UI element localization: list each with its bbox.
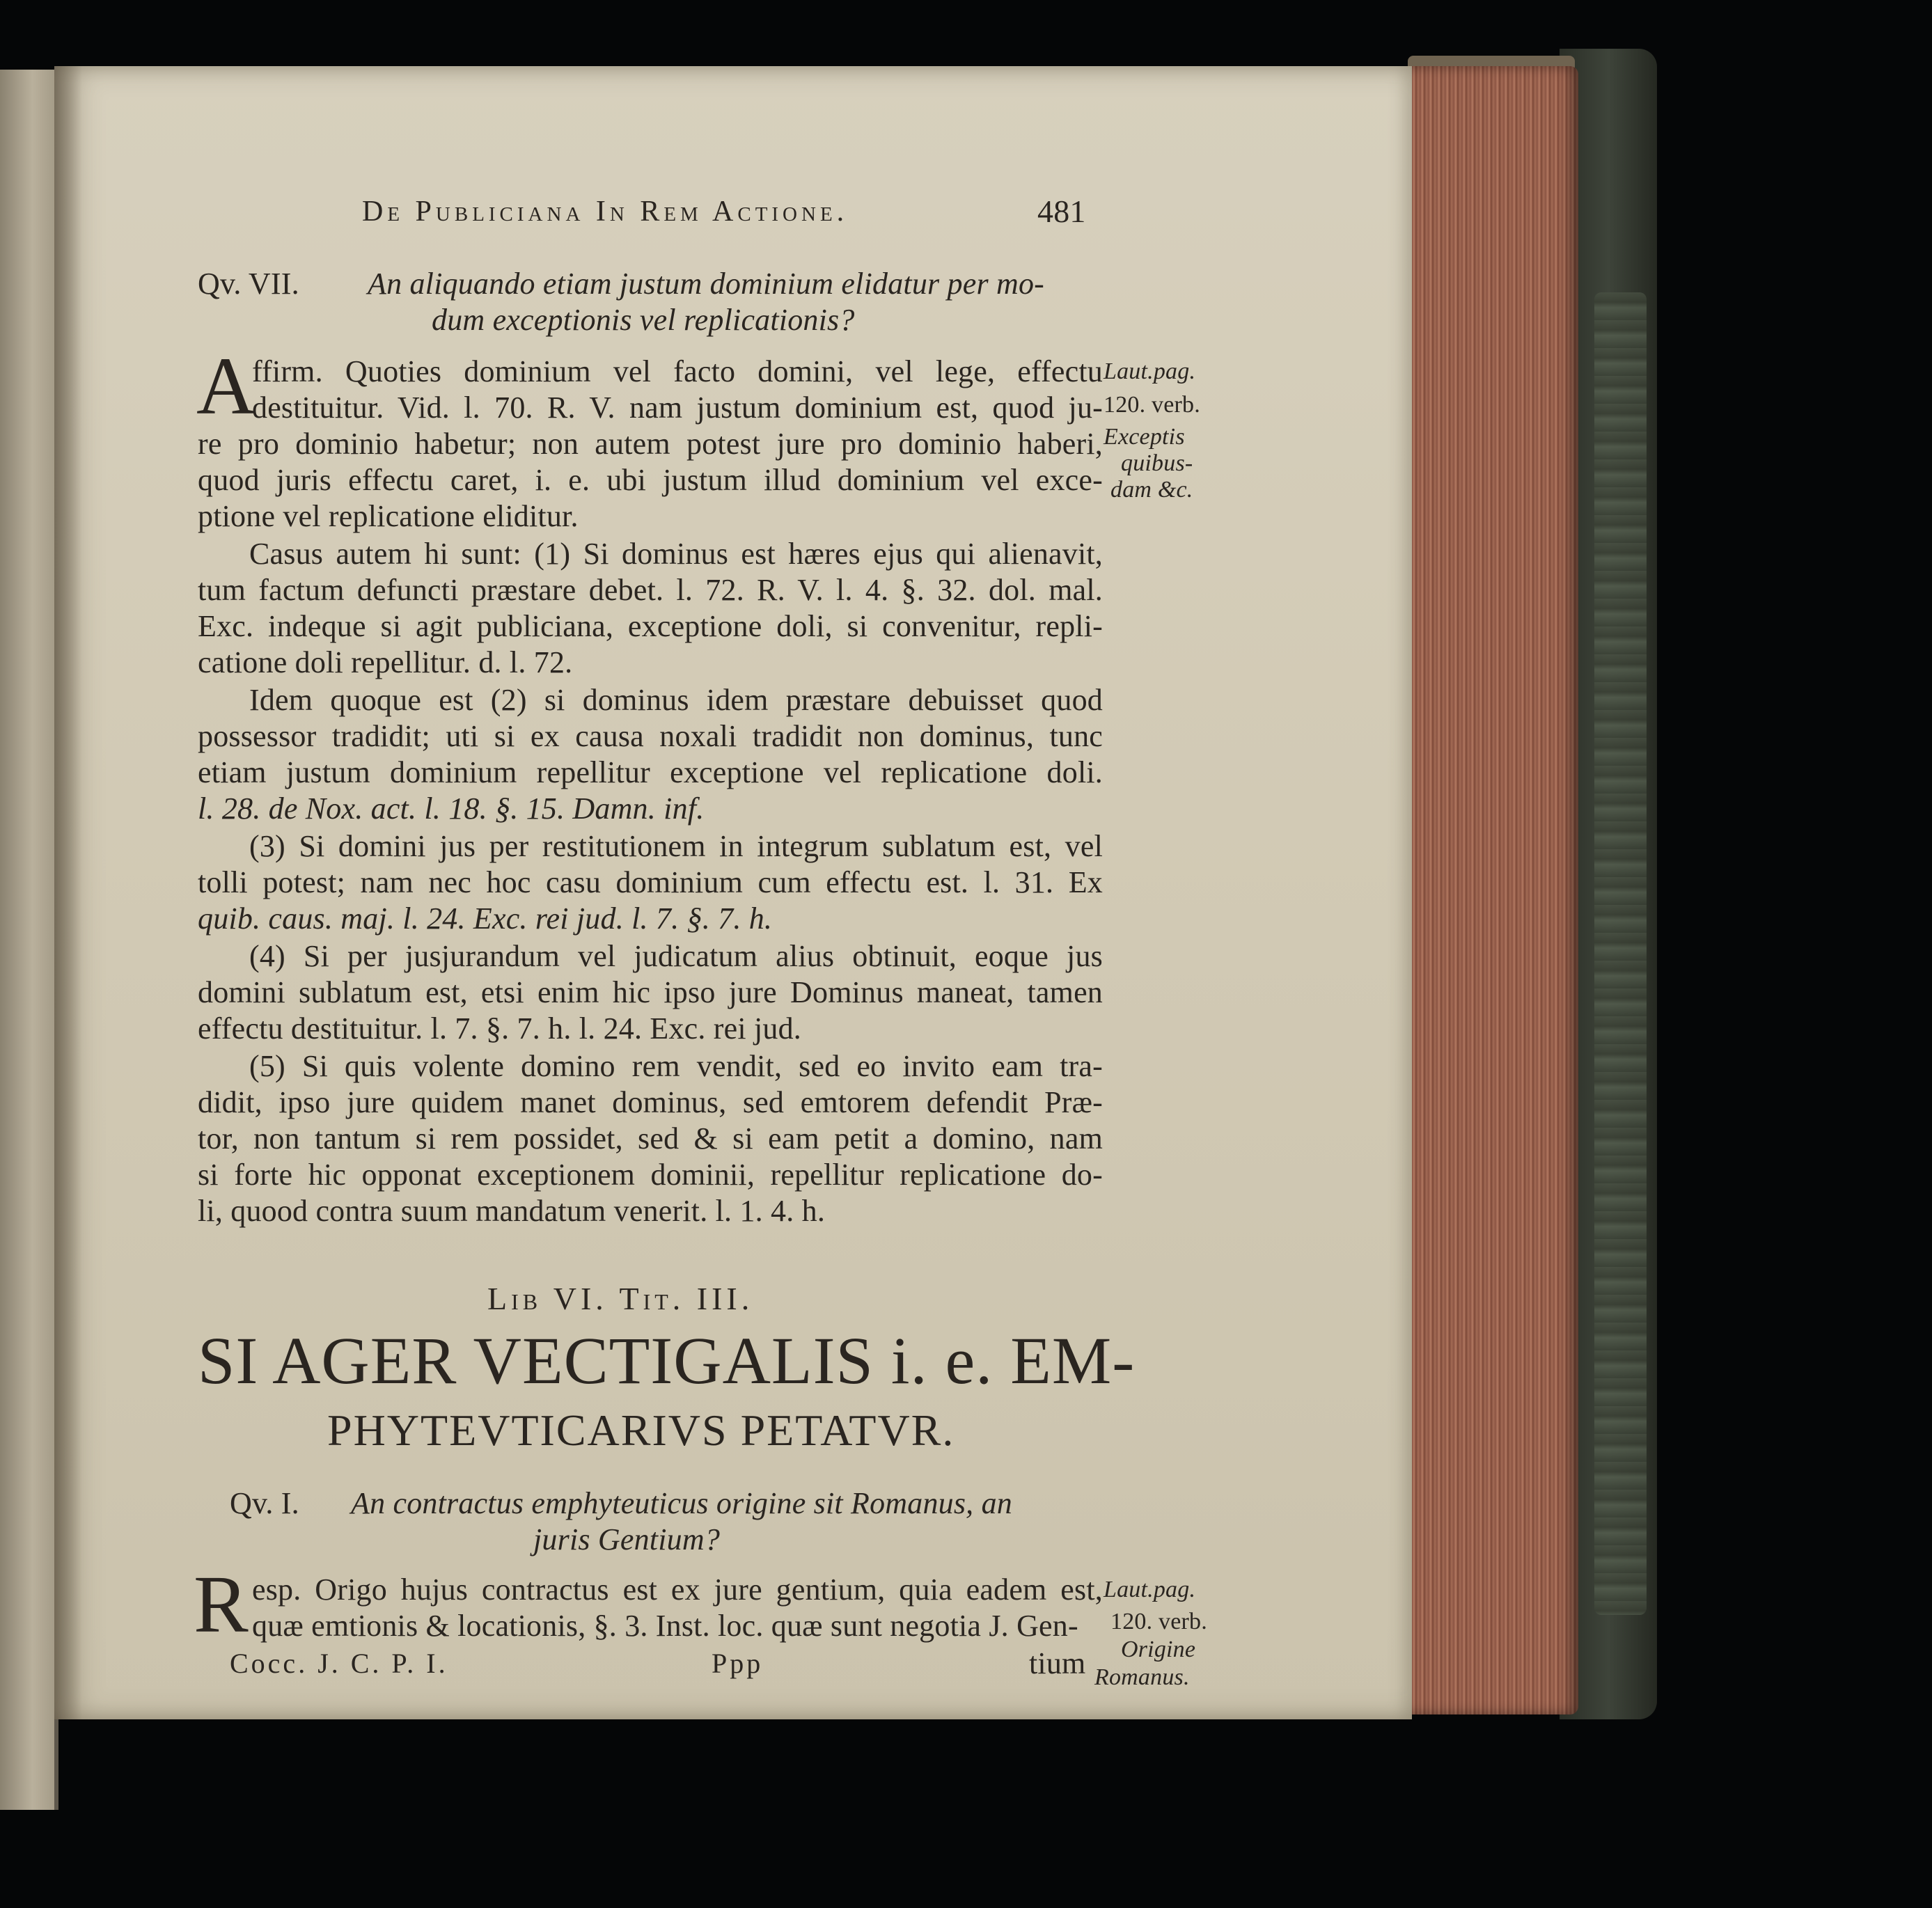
previous-page-edge	[0, 70, 58, 1810]
margin-note: quibus-	[1121, 450, 1193, 476]
text-line: quib. caus. maj. l. 24. Exc. rei jud. l. 7. §. 7. h.	[198, 901, 773, 936]
printer-signature: Cocc. J. C. P. I.	[230, 1648, 448, 1679]
section-title-line: SI AGER VECTIGALIS i. e. EM-	[198, 1323, 1136, 1398]
drop-cap: A	[196, 340, 256, 432]
question-title-line: dum exceptionis vel replicationis?	[432, 303, 855, 337]
text-line: li, quood contra suum mandatum venerit. l. 1. 4. h.	[198, 1194, 826, 1228]
question-title-line: An contractus emphyteuticus origine sit Romanus, an	[351, 1486, 1012, 1520]
question-label: Qv. I.	[230, 1486, 299, 1520]
text-line: tor, non tantum si rem possidet, sed & si eam petit a domino, nam	[198, 1121, 1103, 1156]
catchword: tium	[1029, 1646, 1086, 1680]
page-fore-edge	[1408, 66, 1578, 1714]
text-line: possessor tradidit; uti si ex causa noxali tradidit non dominus, tunc	[198, 719, 1103, 753]
text-line: tum factum defuncti præstare debet. l. 72. R. V. l. 4. §. 32. dol. mal.	[198, 573, 1103, 607]
text-line: tolli potest; nam nec hoc casu dominium cum effectu est. l. 31. Ex	[198, 865, 1103, 899]
text-line: Exc. indeque si agit publiciana, exceptione doli, si convenitur, repli-	[198, 609, 1103, 643]
running-head: De Publiciana In Rem Actione.	[362, 196, 849, 228]
text-line: quæ emtionis & locationis, §. 3. Inst. loc. quæ sunt negotia J. Gen-	[252, 1609, 1078, 1643]
text-line: destituitur. Vid. l. 70. R. V. nam justum dominium est, quod ju-	[252, 391, 1103, 425]
section-title-line: PHYTEVTICARIVS PETATVR.	[327, 1405, 955, 1455]
margin-note: 120. verb.	[1110, 1609, 1207, 1634]
text-line: re pro dominio habetur; non autem potest jure pro dominio haberi,	[198, 427, 1103, 461]
text-line: ptione vel replicatione eliditur.	[198, 499, 579, 533]
text-line: etiam justum dominium repellitur exceptione vel replicatione doli.	[198, 755, 1103, 789]
text-line: domini sublatum est, etsi enim hic ipso jure Dominus maneat, tamen	[198, 975, 1103, 1009]
text-line: esp. Origo hujus contractus est ex jure gentium, quia eadem est,	[252, 1572, 1103, 1607]
margin-note: 120. verb.	[1104, 392, 1200, 418]
question-title-line: An aliquando etiam justum dominium elidatur per mo-	[368, 267, 1045, 301]
text-line: didit, ipso jure quidem manet dominus, sed emtorem defendit Præ-	[198, 1085, 1103, 1119]
text-line: si forte hic opponat exceptionem dominii, repellitur replicatione do-	[198, 1158, 1103, 1192]
margin-note: Exceptis	[1104, 424, 1185, 450]
text-line: effectu destituitur. l. 7. §. 7. h. l. 24. Exc. rei jud.	[198, 1011, 802, 1046]
section-label: Lib VI. Tit. III.	[487, 1281, 754, 1316]
margin-note: dam &c.	[1110, 477, 1193, 503]
text-line: Idem quoque est (2) si dominus idem præstare debuisset quod	[249, 683, 1103, 717]
text-line: quod juris effectu caret, i. e. ubi justum illud dominium vel exce-	[198, 463, 1103, 497]
book-cover-texture	[1594, 292, 1647, 1615]
text-line: (4) Si per jusjurandum vel judicatum alius obtinuit, eoque jus	[249, 939, 1103, 973]
margin-note: Laut.pag.	[1104, 358, 1196, 384]
text-line: ffirm. Quoties dominium vel facto domini, vel lege, effectu	[252, 354, 1103, 388]
text-line: (3) Si domini jus per restitutionem in integrum sublatum est, vel	[249, 829, 1103, 863]
text-line: l. 28. de Nox. act. l. 18. §. 15. Damn. inf.	[198, 791, 705, 826]
text-line: catione doli repellitur. d. l. 72.	[198, 645, 573, 679]
margin-note: Laut.pag.	[1104, 1577, 1196, 1602]
gutter-shadow	[54, 66, 82, 1719]
drop-cap: R	[194, 1559, 249, 1650]
text-line: Casus autem hi sunt: (1) Si dominus est hæres ejus qui alienavit,	[249, 537, 1103, 571]
question-title-line: juris Gentium?	[533, 1522, 721, 1556]
text-line: (5) Si quis volente domino rem vendit, sed eo invito eam tra-	[249, 1049, 1103, 1083]
gathering-mark: Ppp	[712, 1648, 764, 1679]
margin-note: Origine	[1121, 1637, 1196, 1662]
page-number: 481	[1037, 194, 1086, 229]
question-label: Qv. VII.	[198, 267, 299, 301]
margin-note: Romanus.	[1094, 1664, 1190, 1690]
